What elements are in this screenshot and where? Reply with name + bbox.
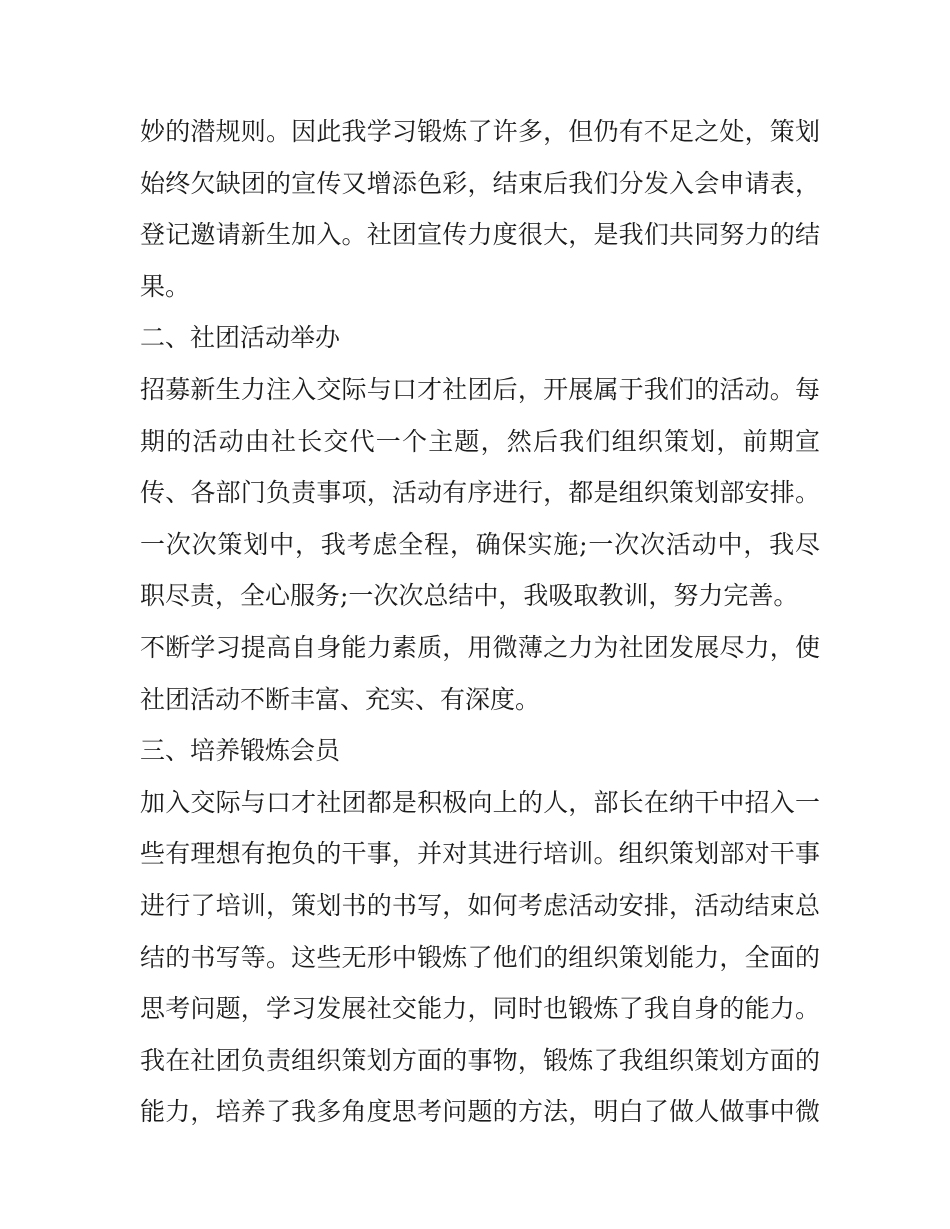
text-line: 期的活动由社长交代一个主题，然后我们组织策划，前期宣 — [140, 426, 820, 456]
text-line: 果。 — [140, 271, 191, 301]
text-line: 加入交际与口才社团都是积极向上的人，部长在纳干中招入一 — [140, 787, 820, 817]
text-line: 进行了培训，策划书的书写，如何考虑活动安排，活动结束总 — [140, 890, 820, 920]
text-line: 社团活动不断丰富、充实、有深度。 — [140, 684, 541, 714]
text-line: 传、各部门负责事项，活动有序进行，都是组织策划部安排。 — [140, 478, 820, 508]
text-line: 思考问题，学习发展社交能力，同时也锻炼了我自身的能力。 — [140, 994, 820, 1024]
text-line: 能力，培养了我多角度思考问题的方法，明白了做人做事中微 — [140, 1097, 820, 1127]
text-line: 结的书写等。这些无形中锻炼了他们的组织策划能力，全面的 — [140, 942, 820, 972]
text-line: 不断学习提高自身能力素质，用微薄之力为社团发展尽力，使 — [140, 632, 820, 662]
text-line: 始终欠缺团的宣传又增添色彩，结束后我们分发入会申请表， — [140, 168, 820, 198]
text-line: 一次次策划中，我考虑全程，确保实施;一次次活动中，我尽 — [140, 529, 820, 559]
document-body — [140, 106, 820, 1138]
text-line: 我在社团负责组织策划方面的事物，锻炼了我组织策划方面的 — [140, 1045, 820, 1075]
section-heading: 二、社团活动举办 — [140, 323, 341, 353]
text-line: 职尽责，全心服务;一次次总结中，我吸取教训，努力完善。 — [140, 581, 799, 611]
text-line: 妙的潜规则。因此我学习锻炼了许多，但仍有不足之处，策划 — [140, 117, 820, 146]
text-line: 些有理想有抱负的干事，并对其进行培训。组织策划部对干事 — [140, 839, 820, 869]
text-line: 招募新生力注入交际与口才社团后，开展属于我们的活动。每 — [140, 374, 820, 404]
section-heading: 三、培养锻炼会员 — [140, 736, 341, 766]
text-line: 登记邀请新生加入。社团宣传力度很大，是我们共同努力的结 — [140, 220, 820, 250]
